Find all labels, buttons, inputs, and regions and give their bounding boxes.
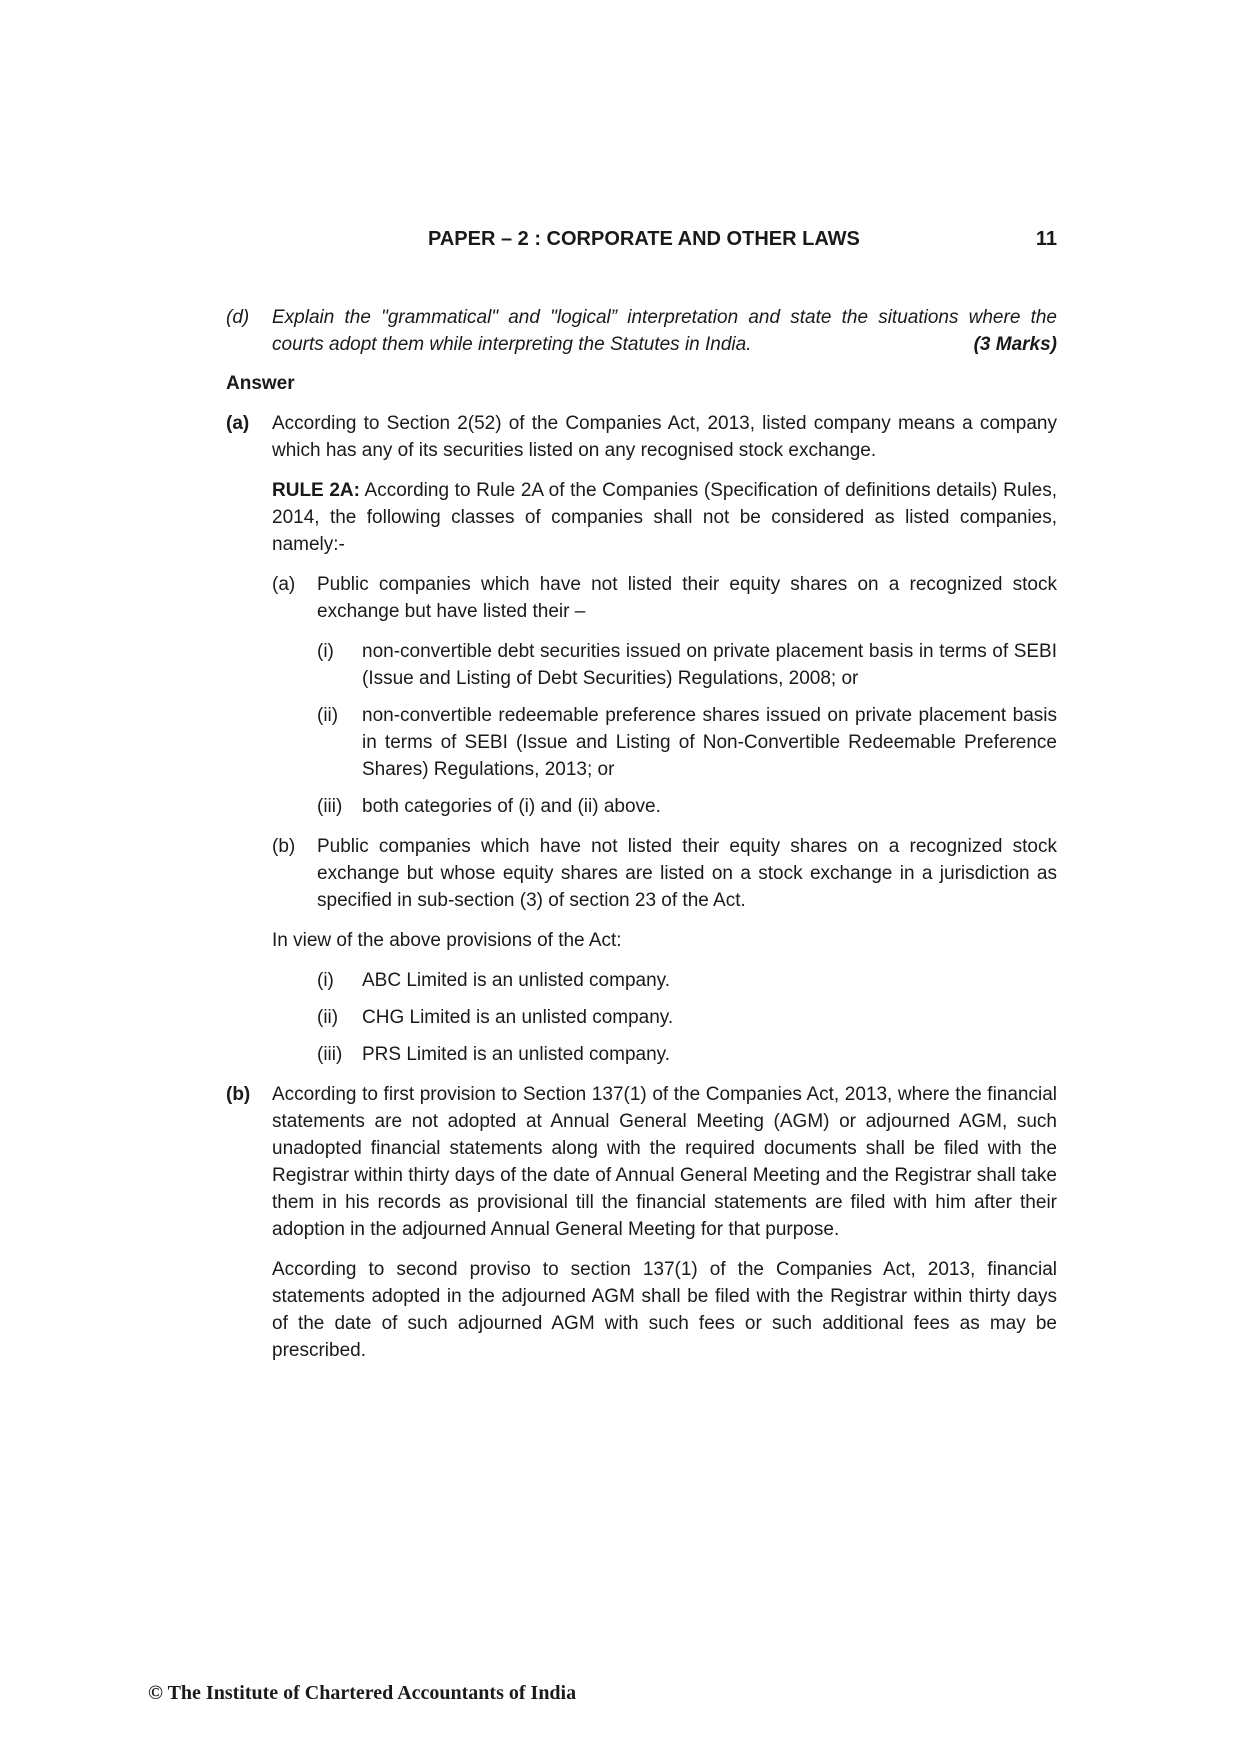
question-d	[226, 304, 1057, 358]
conclusion-text: PRS Limited is an unlisted company.	[362, 1044, 671, 1065]
answer-section	[226, 370, 1057, 1377]
answer-a-intro: According to Section 2(52) of the Companies Act, 2013, listed company means a company which has any of its securities listed on any recognised stock exchange.	[272, 413, 1057, 461]
answer-b	[226, 1081, 1057, 1364]
view-intro: In view of the above provisions of the Act:	[272, 930, 622, 951]
answer-b-para-1: According to first provision to Section 137(1) of the Companies Act, 2013, where the financial statements are not adopted at Annual General Meeting (AGM) or adjourned AGM, such unadopted financial statements along with the required documents shall be filed with the Registrar within thirty days of the date of Annual General Meeting and the Registrar shall take them in his records as provisional till the financial statements are filed with him after their adoption in the adjourned Annual General Meeting for that purpose.	[272, 1084, 1057, 1240]
list-item-label: (i)	[317, 641, 334, 662]
answer-heading: Answer	[226, 373, 295, 394]
class-label: (b)	[272, 836, 296, 857]
conclusion-text: CHG Limited is an unlisted company.	[362, 1007, 674, 1028]
conclusion-label: (i)	[317, 970, 334, 991]
list-item-text: non-convertible debt securities issued on private placement basis in terms of SEBI (Issue and Listing of Debt Securities) Regulations, 2008; or	[362, 641, 1057, 689]
conclusion-item	[317, 1004, 1057, 1031]
paper-title: PAPER – 2 : CORPORATE AND OTHER LAWS	[428, 228, 860, 250]
list-item-text: non-convertible redeemable preference shares issued on private placement basis in terms of SEBI (Issue and Listing of Non-Convertible Redeemable Preference Shares) Regulations, 2013; or	[362, 705, 1057, 780]
answer-a	[226, 410, 1057, 1068]
conclusion-label: (ii)	[317, 1007, 339, 1028]
question-text: Explain the "grammatical" and "logical” interpretation and state the situations where the courts adopt them while interpreting the Statutes in India.	[272, 307, 1057, 355]
rule-text: According to Rule 2A of the Companies (Specification of definitions details) Rules, 2014, the following classes of companies shall not be considered as listed companies, namely:-	[272, 480, 1057, 555]
class-item	[272, 833, 1057, 914]
question-body	[272, 304, 1057, 358]
question-marks: (3 Marks)	[973, 334, 1057, 355]
list-item-text: both categories of (i) and (ii) above.	[362, 796, 661, 817]
class-label: (a)	[272, 574, 296, 595]
answer-b-label: (b)	[226, 1084, 251, 1105]
conclusion-item	[317, 1041, 1057, 1068]
conclusions-list	[317, 967, 1057, 1068]
list-item-label: (ii)	[317, 705, 339, 726]
answer-a-label: (a)	[226, 413, 250, 434]
conclusion-text: ABC Limited is an unlisted company.	[362, 970, 671, 991]
class-text: Public companies which have not listed their equity shares on a recognized stock exchange but have listed their –	[317, 574, 1057, 622]
rule-label: RULE 2A:	[272, 480, 360, 501]
list-item	[317, 793, 1057, 820]
page-number: 11	[1035, 228, 1057, 250]
list-item	[317, 638, 1057, 692]
question-label: (d)	[226, 307, 250, 328]
answer-b-para-2: According to second proviso to section 137(1) of the Companies Act, 2013, financial statements adopted in the adjourned AGM shall be filed with the Registrar within thirty days of the date of such adjourned AGM with such fees or such additional fees as may be prescribed.	[272, 1259, 1057, 1361]
conclusion-item	[317, 967, 1057, 994]
conclusion-label: (iii)	[317, 1044, 343, 1065]
list-item	[317, 702, 1057, 783]
class-text: Public companies which have not listed their equity shares on a recognized stock exchange but whose equity shares are listed on a stock exchange in a jurisdiction as specified in sub-section (3) of section 23 of the Act.	[317, 836, 1057, 911]
rule-2a-paragraph	[272, 477, 1057, 558]
class-item	[272, 571, 1057, 820]
list-item-label: (iii)	[317, 796, 343, 817]
copyright-footer: © The Institute of Chartered Accountants of India	[148, 1682, 577, 1704]
